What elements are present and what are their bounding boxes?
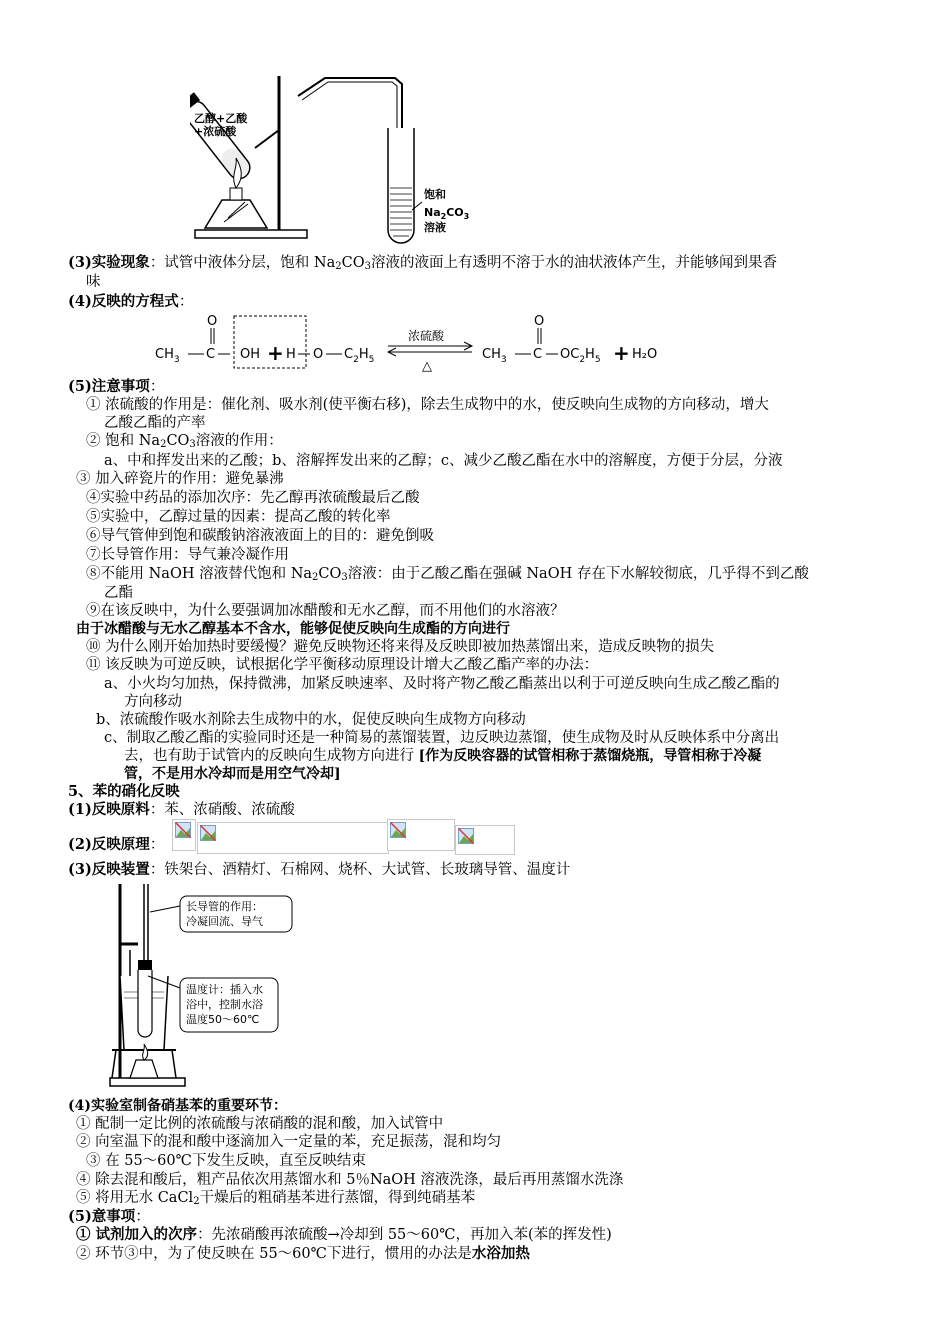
- esterification-equation: [150, 310, 670, 374]
- phenomenon-line2: 味: [86, 274, 101, 290]
- eq-h: H: [286, 347, 296, 362]
- note-11c-a: 去，也有助于试管内的反映向生成物方向进行: [124, 748, 419, 764]
- equation-heading: [68, 293, 193, 311]
- nitration-apparatus-diagram: [100, 880, 300, 1092]
- colon: ：: [178, 294, 194, 310]
- tube-label-line3: 溶液: [424, 221, 446, 234]
- eq-o-top-right: O: [534, 314, 545, 329]
- eq-delta: △: [422, 359, 432, 374]
- eq-c-right: C: [533, 347, 543, 362]
- prep-step-5: [76, 1189, 475, 1207]
- prep-step-5-b: 干燥后的粗硝基苯进行蒸馏，得到纯硝基苯: [199, 1190, 476, 1206]
- apparatus-list: [68, 861, 570, 879]
- esterification-apparatus-diagram: [190, 70, 490, 248]
- reactants-label-line2: +浓硫酸: [194, 125, 237, 138]
- sub: 3: [189, 439, 196, 450]
- broken-image-icon: [455, 825, 515, 855]
- note-5: ⑤实验中，乙醇过量的因素：提高乙酸的转化率: [86, 509, 391, 525]
- note-2: [86, 432, 283, 450]
- nitration-note-2-bold: 水浴加热: [471, 1245, 530, 1262]
- note-11a-line1: a、小火均匀加热，保持微沸，加紧反映速率、及时将产物乙酸乙酯蒸出以利于可逆反映向生成乙酸乙酯的: [104, 676, 780, 692]
- tube-label-line2: $Na_2CO_3$: [424, 206, 470, 221]
- eq-plus-2: +: [613, 341, 630, 365]
- phenomenon-text-b: CO: [341, 255, 365, 271]
- note-3: ③ 加入碎瓷片的作用：避免暴沸: [76, 471, 284, 487]
- eq-catalyst: 浓硫酸: [408, 329, 445, 343]
- sub: 2: [160, 439, 167, 450]
- callout-thermo-line3: 温度50～60℃: [186, 1013, 260, 1026]
- sub: 3: [364, 261, 371, 272]
- eq-ch3-right: $CH_3$: [482, 347, 507, 365]
- note-1-line2: 乙酸乙酯的产率: [104, 415, 206, 431]
- sub: 2: [312, 572, 319, 583]
- note-8-line2: 乙酯: [104, 585, 133, 601]
- equation-heading-text: (4)反映的方程式: [68, 293, 179, 310]
- note-2-a: ② 饱和 Na: [86, 433, 161, 449]
- sub: 2: [335, 261, 342, 272]
- colon: ：: [135, 1209, 150, 1225]
- note-11c-line3: 管，不是用水冷却而是用空气冷却]: [124, 766, 341, 782]
- eq-plus-1: +: [267, 341, 284, 365]
- eq-o-top-left: O: [207, 314, 218, 329]
- eq-c-left: C: [206, 347, 216, 362]
- phenomenon-line1: [68, 254, 777, 272]
- nitration-note-2-text: ② 环节③中，为了使反映在 55～60℃下进行，惯用的办法是: [76, 1246, 472, 1262]
- eq-h2o: H₂O: [632, 347, 658, 362]
- tube-label-line1: 饱和: [424, 188, 446, 201]
- note-11b: b、浓硫酸作吸水剂除去生成物中的水，促使反映向生成物方向移动: [96, 712, 526, 728]
- note-11c-line1: c、制取乙酸乙酯的实验同时还是一种简易的蒸馏装置，边反映边蒸馏，使生成物及时从反映体系中分离出: [104, 730, 780, 746]
- sub: 3: [341, 572, 348, 583]
- principle-head: (2)反映原理: [68, 836, 150, 853]
- note-6: ⑥导气管伸到饱和碳酸钠溶液液面上的目的：避免倒吸: [86, 528, 434, 544]
- prep-step-3: ③ 在 55～60℃下发生反映，直至反映结束: [86, 1153, 366, 1169]
- phenomenon-text-c: 溶液的液面上有透明不溶于水的油状液体产生，并能够闻到果香: [371, 255, 777, 271]
- eq-oh: OH: [240, 347, 261, 362]
- prep-step-2: ② 向室温下的混和酸中逐滴加入一定量的苯，充足振荡，混和均匀: [76, 1134, 502, 1150]
- callout-thermo-line1: 温度计：插入水: [186, 983, 263, 996]
- broken-image-icon: [387, 819, 455, 851]
- callout-thermo-line2: 浴中，控制水浴: [186, 998, 263, 1011]
- note-11c-line2: [124, 747, 761, 765]
- raw-materials-text: ：苯、浓硝酸、浓硫酸: [149, 802, 295, 818]
- note-1-line1: ① 浓硫酸的作用是：催化剂、吸水剂(使平衡右移)，除去生成物中的水，使反映向生成物的方向移动，增大: [86, 397, 769, 413]
- colon: ：: [149, 379, 165, 395]
- prep-step-5-a: ⑤ 将用无水 CaCl: [76, 1190, 194, 1206]
- nitration-note-2: [76, 1245, 530, 1263]
- note-11a-line2: 方向移动: [124, 694, 182, 710]
- note-8-a: ⑧不能用 NaOH 溶液替代饱和 Na: [86, 566, 313, 582]
- raw-materials: [68, 801, 295, 819]
- nitration-note-1: [76, 1226, 612, 1244]
- note-7: ⑦长导管作用：导气兼冷凝作用: [86, 547, 289, 563]
- nitration-note-1-head: ① 试剂加入的次序: [76, 1226, 198, 1243]
- note-4: ④实验中药品的添加次序：先乙醇再浓硫酸最后乙酸: [86, 490, 420, 506]
- section-5-title: 5、苯的硝化反映: [68, 783, 180, 800]
- callout-long-tube-line1: 长导管的作用：: [186, 900, 263, 913]
- note-8-c: 溶液：由于乙酸乙酯在强碱 NaOH 存在下水解较彻底，几乎得不到乙酸: [347, 566, 809, 582]
- broken-image-icon: [197, 822, 389, 854]
- note-8-line1: [86, 565, 809, 583]
- reactants-label-line1: 乙醇+乙酸: [194, 112, 248, 125]
- nitration-notes-head: (5)意事项: [68, 1208, 136, 1225]
- notes-heading-text: (5)注意事项: [68, 378, 150, 395]
- sub: 2: [193, 1196, 200, 1207]
- nitration-note-1-text: ：先浓硝酸再浓硫酸→冷却到 55～60℃，再加入苯(苯的挥发性): [197, 1227, 612, 1243]
- prep-steps-heading: (4)实验室制备硝基苯的重要环节：: [68, 1098, 287, 1114]
- prep-step-4: ④ 除去混和酸后，粗产品依次用蒸馏水和 5％NaOH 溶液洗涤，最后再用蒸馏水洗涤: [76, 1172, 624, 1188]
- raw-materials-head: (1)反映原料: [68, 801, 150, 818]
- eq-o-mid: O: [313, 347, 324, 362]
- apparatus-text: ：铁架台、酒精灯、石棉网、烧杯、大试管、长玻璃导管、温度计: [149, 862, 571, 878]
- note-2-b: CO: [166, 433, 190, 449]
- colon: ：: [149, 837, 165, 853]
- eq-ch3-left: $CH_3$: [155, 347, 180, 365]
- apparatus-head: (3)反映装置: [68, 861, 150, 878]
- note-11: ⑪ 该反映为可逆反映，试根据化学平衡移动原理设计增大乙酸乙酯产率的办法：: [86, 657, 599, 673]
- phenomenon-text-a: ：试管中液体分层，饱和 Na: [149, 255, 336, 271]
- note-11c-b: [作为反映容器的试管相称于蒸馏烧瓶，导管相称于冷凝: [418, 748, 762, 764]
- notes-heading: [68, 378, 164, 396]
- note-8-b: CO: [318, 566, 342, 582]
- note-9-answer: 由于冰醋酸与无水乙醇基本不含水，能够促使反映向生成酯的方向进行: [76, 621, 510, 637]
- note-2-detail: a、中和挥发出来的乙酸；b、溶解挥发出来的乙醇；c、减少乙酸乙酯在水中的溶解度，方便于分层，分液: [104, 453, 783, 469]
- nitration-notes-heading: [68, 1208, 150, 1226]
- eq-oc2h5: $OC_2H_5$: [560, 347, 601, 365]
- note-10: ⑩ 为什么刚开始加热时要缓慢？避免反映物还将来得及反映即被加热蒸馏出来，造成反映物的损失: [86, 639, 715, 655]
- phenomenon-heading: (3)实验现象: [68, 254, 150, 271]
- note-9: ⑨在该反映中，为什么要强调加冰醋酸和无水乙醇，而不用他们的水溶液？: [86, 603, 565, 619]
- principle: [68, 836, 164, 854]
- prep-step-1: ① 配制一定比例的浓硫酸与浓硝酸的混和酸，加入试管中: [76, 1116, 444, 1132]
- broken-image-icon: [172, 819, 196, 851]
- callout-long-tube-line2: 冷凝回流、导气: [186, 915, 263, 928]
- eq-c2h5-left: $C_2H_5$: [344, 347, 375, 365]
- note-2-c: 溶液的作用：: [195, 433, 283, 449]
